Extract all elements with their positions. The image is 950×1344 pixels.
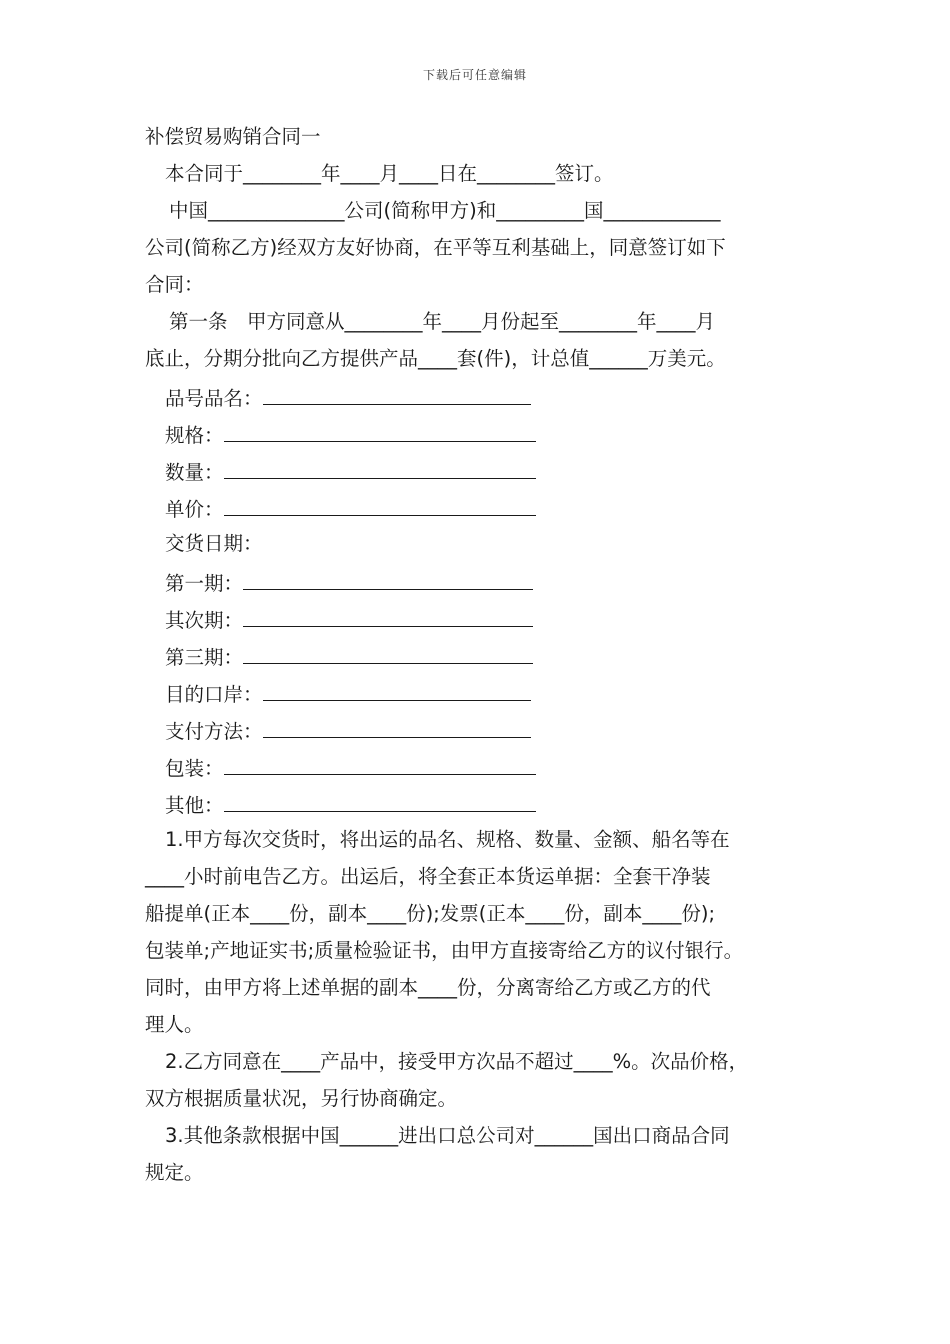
- clause-1-line-4: 包装单;产地证实书;质量检验证书，由甲方直接寄给乙方的议付银行。: [145, 939, 744, 962]
- field-label: 交货日期：: [165, 532, 263, 555]
- field-row: [145, 562, 825, 599]
- contract-title: 补偿贸易购销合同一: [145, 125, 321, 148]
- field-label: 规格：: [165, 424, 224, 447]
- field-label: 品号品名：: [165, 387, 263, 410]
- field-label: 数量：: [165, 461, 224, 484]
- field-row: [145, 377, 825, 414]
- field-row: [145, 710, 825, 747]
- clause-1-line-6: 理人。: [145, 1013, 204, 1036]
- field-blank: [224, 451, 536, 479]
- field-label: 其次期：: [165, 609, 244, 632]
- field-label: 第一期：: [165, 572, 244, 595]
- field-blank: [224, 747, 536, 775]
- field-row: [145, 488, 825, 525]
- field-blank: [224, 784, 536, 812]
- field-blank: [263, 377, 531, 405]
- field-blank: [243, 562, 533, 590]
- field-label: 其他：: [165, 794, 224, 817]
- clause-1-line-2: ____小时前电告乙方。出运后，将全套正本货运单据：全套干净装: [145, 865, 711, 888]
- article-1-line-1: 第一条 甲方同意从________年____月份起至________年____月: [169, 310, 716, 333]
- field-label: 支付方法：: [165, 720, 263, 743]
- field-row: [145, 784, 825, 821]
- field-label: 单价：: [165, 498, 224, 521]
- field-blank: [224, 414, 536, 442]
- clause-1-line-5: 同时，由甲方将上述单据的副本____份，分离寄给乙方或乙方的代: [145, 976, 711, 999]
- field-row: [145, 747, 825, 784]
- field-row: [145, 636, 825, 673]
- field-label: 第三期：: [165, 646, 244, 669]
- parties-line-1: 中国______________公司(简称甲方)和_________国____________: [169, 199, 721, 222]
- clause-1-line-3: 船提单(正本____份，副本____份);发票(正本____份，副本____份);: [145, 902, 716, 925]
- product-fields: [145, 377, 825, 821]
- field-blank: [243, 636, 533, 664]
- article-1-line-2: 底止，分期分批向乙方提供产品____套(件)，计总值______万美元。: [145, 347, 726, 370]
- field-label: 目的口岸：: [165, 683, 263, 706]
- field-row: [145, 451, 825, 488]
- clause-2-line-1: 2.乙方同意在____产品中，接受甲方次品不超过____%。次品价格，: [165, 1050, 749, 1073]
- field-row: [145, 414, 825, 451]
- field-blank: [243, 599, 533, 627]
- field-blank: [263, 673, 531, 701]
- field-blank: [224, 488, 536, 516]
- clause-3-line-1: 3.其他条款根据中国______进出口总公司对______国出口商品合同: [165, 1124, 730, 1147]
- signing-line: 本合同于________年____月____日在________签订。: [165, 162, 614, 185]
- field-label: 包装：: [165, 757, 224, 780]
- parties-line-2: 公司(简称乙方)经双方友好协商，在平等互利基础上，同意签订如下: [145, 236, 726, 259]
- clause-3-line-2: 规定。: [145, 1161, 204, 1184]
- clause-2-line-2: 双方根据质量状况，另行协商确定。: [145, 1087, 458, 1110]
- page-header-note: 下载后可任意编辑: [422, 68, 527, 82]
- field-row: [145, 599, 825, 636]
- field-row: [145, 525, 825, 562]
- field-blank: [263, 710, 531, 738]
- field-row: [145, 673, 825, 710]
- contract-body: [145, 118, 825, 1191]
- clause-1-line-1: 1.甲方每次交货时，将出运的品名、规格、数量、金额、船名等在: [165, 828, 730, 851]
- parties-line-3: 合同：: [145, 273, 204, 296]
